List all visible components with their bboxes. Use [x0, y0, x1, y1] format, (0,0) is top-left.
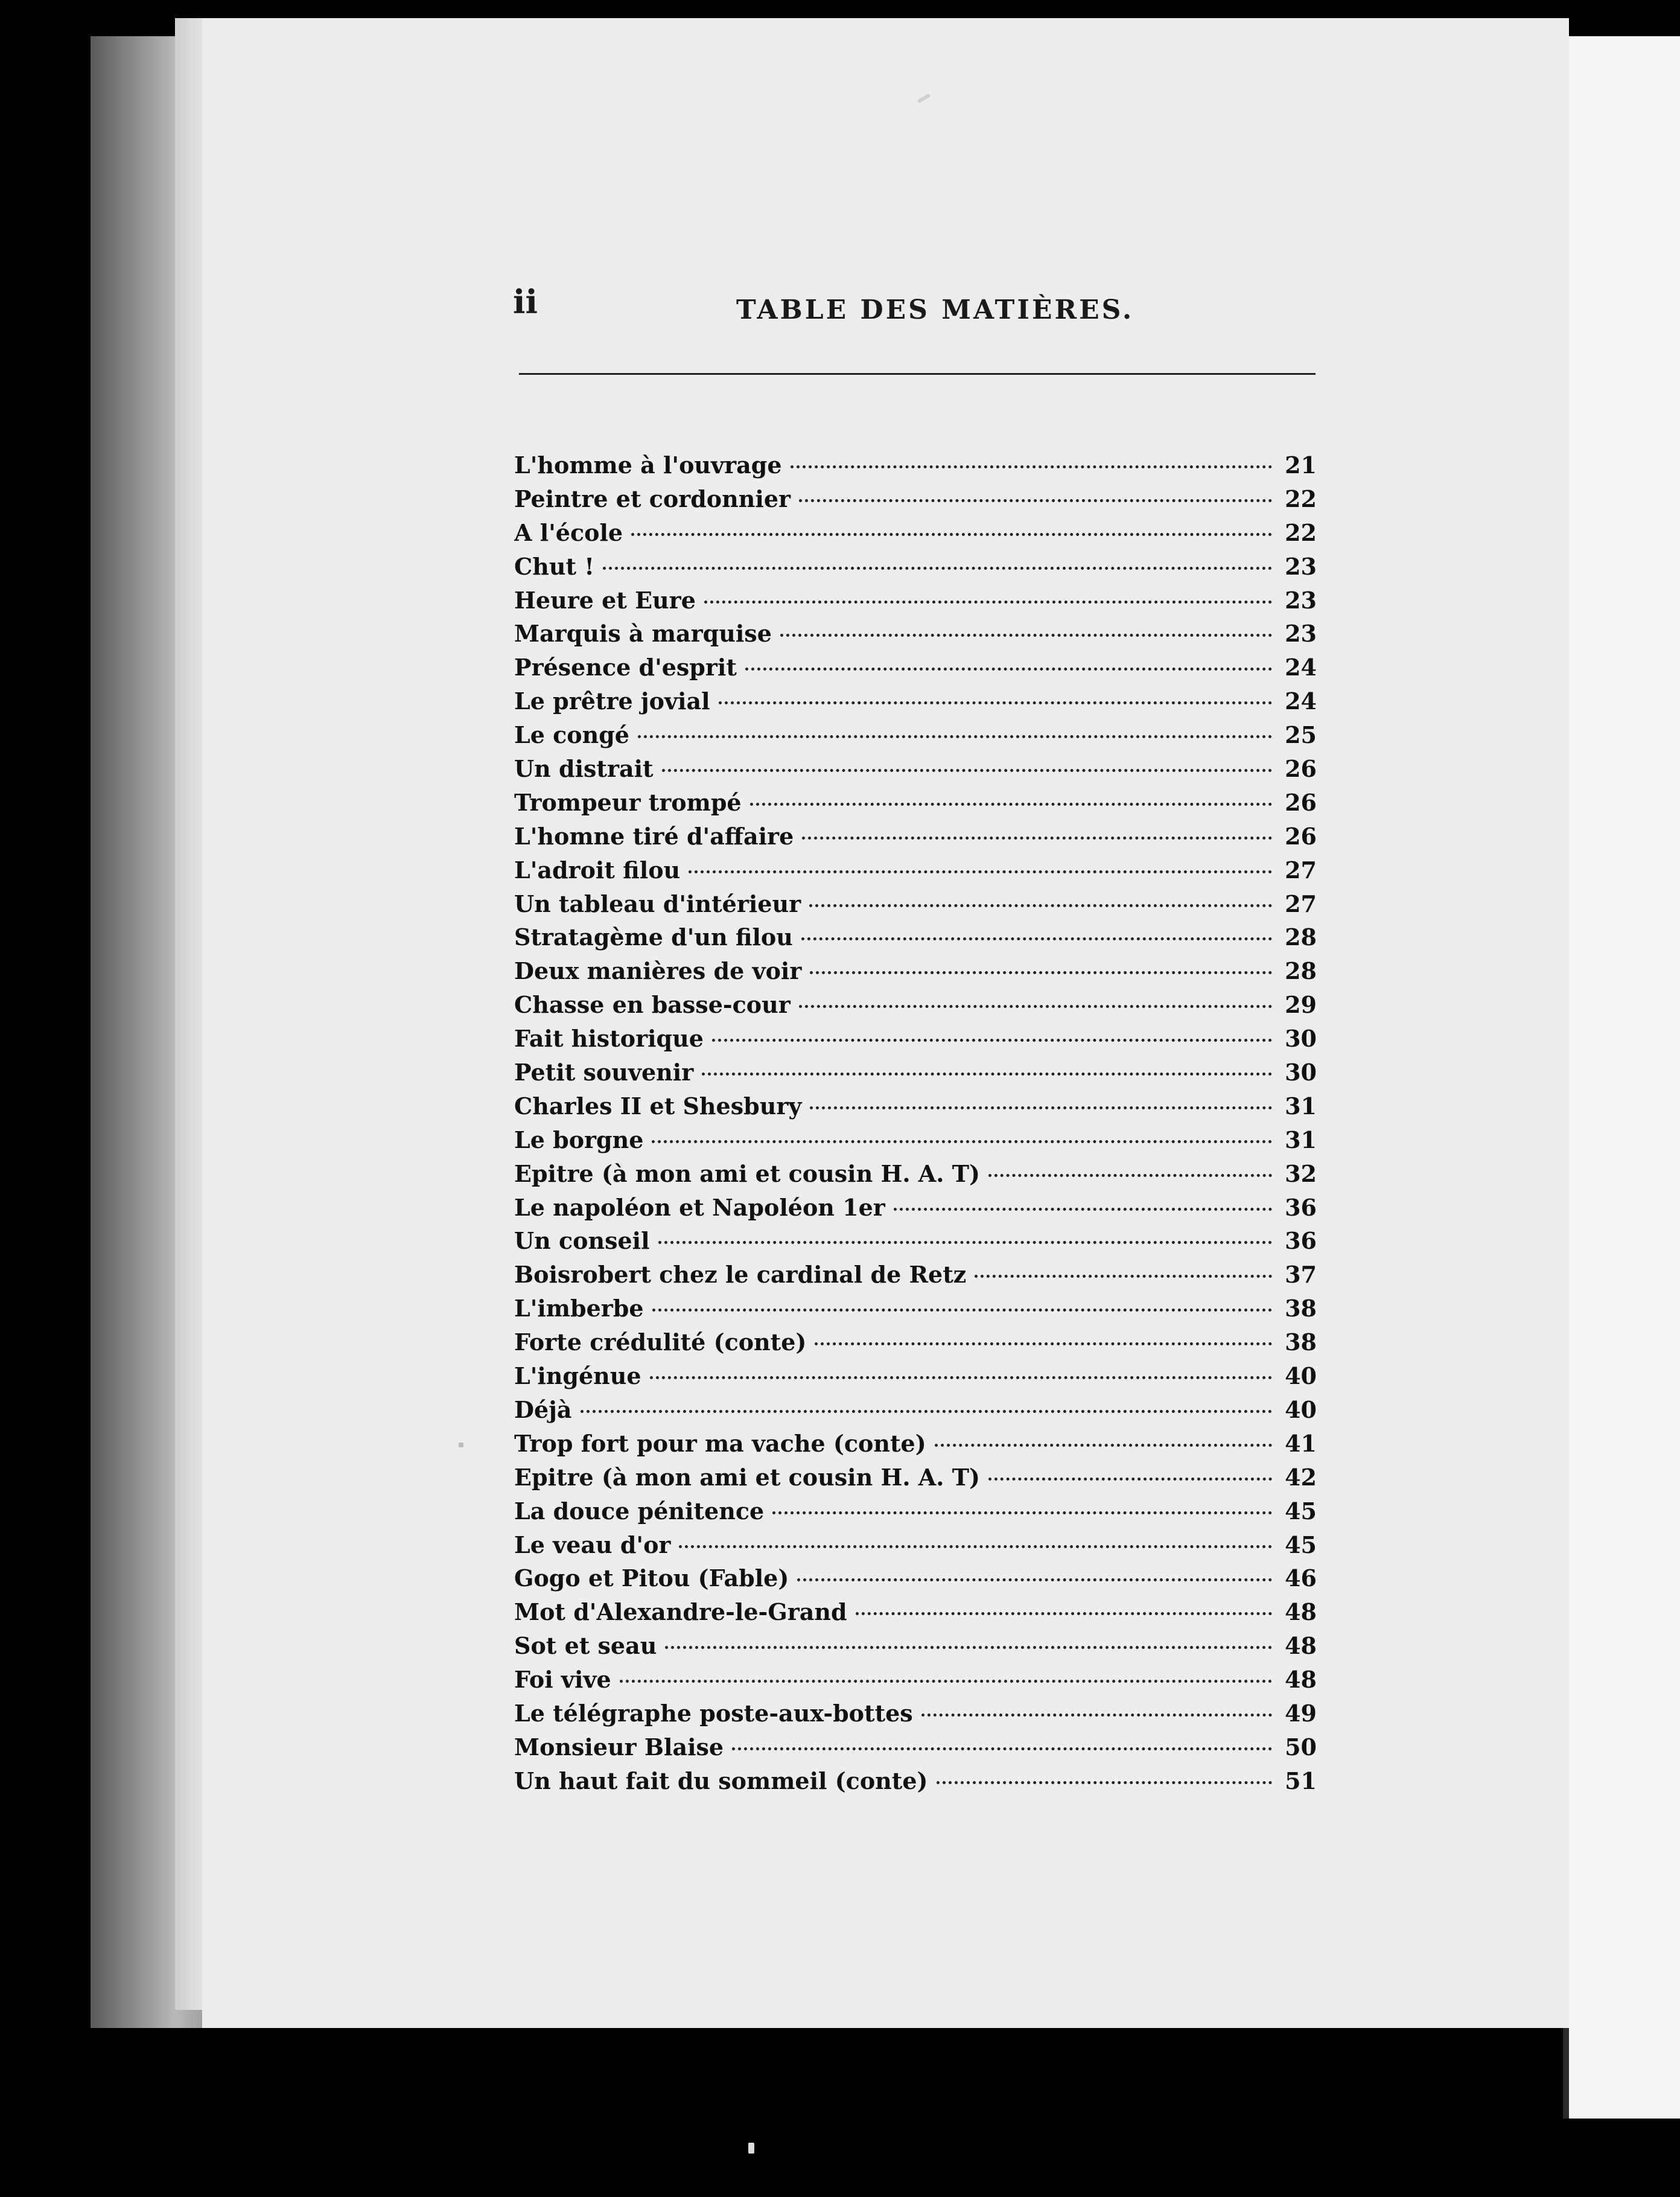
toc-entry [514, 1295, 1317, 1328]
toc-entry [514, 1464, 1317, 1497]
toc-entry-title: Epitre (à mon ami et cousin H. A. T) [514, 1463, 981, 1491]
dot-leader [652, 1140, 1272, 1143]
dot-leader [689, 870, 1272, 873]
facing-page [1569, 36, 1680, 2119]
toc-entry-title: Le borgne [514, 1126, 644, 1153]
toc-entry-title: Sot et seau [514, 1632, 657, 1660]
toc-entry [514, 1227, 1317, 1261]
toc-entry [514, 519, 1317, 553]
toc-entry-page: 51 [1285, 1767, 1317, 1794]
toc-entry-title: La douce pénitence [514, 1497, 765, 1525]
toc-entry [514, 620, 1317, 654]
toc-entry [514, 1025, 1317, 1059]
dot-leader [975, 1275, 1272, 1278]
dot-leader [935, 1444, 1272, 1447]
toc-entry-page: 27 [1285, 856, 1317, 884]
dot-leader [791, 465, 1272, 468]
toc-entry-page: 32 [1285, 1159, 1317, 1187]
toc-entry-title: Foi vive [514, 1666, 611, 1694]
toc-entry [514, 1059, 1317, 1092]
dot-leader [631, 533, 1272, 536]
dot-leader [809, 904, 1272, 907]
toc-entry-title: Un distrait [514, 755, 654, 783]
dot-leader [856, 1612, 1272, 1615]
toc-entry-title: Le télégraphe poste-aux-bottes [514, 1699, 913, 1727]
toc-entry-title: L'imberbe [514, 1295, 644, 1322]
toc-entry-page: 31 [1285, 1092, 1317, 1120]
toc-entry-page: 29 [1285, 991, 1317, 1019]
toc-entry [514, 1194, 1317, 1228]
dot-leader [988, 1174, 1272, 1177]
dot-leader [810, 971, 1272, 974]
toc-entry-title: Un tableau d'intérieur [514, 890, 801, 917]
toc-entry-title: Mot d'Alexandre-le-Grand [514, 1598, 847, 1626]
toc-entry-page: 25 [1285, 721, 1317, 749]
toc-entry [514, 687, 1317, 721]
toc-entry-title: Monsieur Blaise [514, 1733, 724, 1761]
toc-entry-page: 31 [1285, 1126, 1317, 1153]
toc-entry-title: Epitre (à mon ami et cousin H. A. T) [514, 1159, 981, 1187]
toc-entry [514, 1666, 1317, 1700]
toc-entry-page: 40 [1285, 1395, 1317, 1423]
toc-entry-page: 41 [1285, 1429, 1317, 1457]
dot-leader [665, 1646, 1272, 1649]
toc-entry-title: Forte crédulité (conte) [514, 1328, 807, 1356]
toc-entry [514, 654, 1317, 687]
dot-leader [652, 1309, 1272, 1312]
toc-entry-page: 23 [1285, 586, 1317, 614]
toc-entry-title: Peintre et cordonnier [514, 485, 791, 512]
toc-entry [514, 1092, 1317, 1126]
dot-leader [937, 1781, 1272, 1784]
table-of-contents [514, 451, 1317, 1801]
toc-entry-page: 40 [1285, 1362, 1317, 1390]
toc-entry [514, 1126, 1317, 1160]
header-rule [519, 373, 1316, 375]
dot-leader [745, 668, 1272, 671]
dot-leader [750, 803, 1272, 806]
dot-leader [719, 701, 1272, 704]
toc-entry-page: 24 [1285, 654, 1317, 681]
toc-entry-page: 48 [1285, 1632, 1317, 1660]
toc-entry-title: Charles II et Shesbury [514, 1092, 802, 1120]
toc-entry-page: 23 [1285, 620, 1317, 648]
toc-entry-page: 38 [1285, 1295, 1317, 1322]
toc-entry-title: Boisrobert chez le cardinal de Retz [514, 1261, 967, 1289]
toc-entry-title: Trompeur trompé [514, 788, 742, 816]
toc-entry [514, 451, 1317, 485]
toc-entry [514, 1261, 1317, 1295]
toc-entry-page: 36 [1285, 1227, 1317, 1255]
toc-entry [514, 1733, 1317, 1767]
dot-leader [797, 1578, 1272, 1581]
dot-leader [799, 1005, 1272, 1008]
toc-entry-title: L'homme à l'ouvrage [514, 451, 782, 479]
toc-entry-page: 26 [1285, 755, 1317, 783]
scan-speck [459, 1443, 463, 1447]
dot-leader [581, 1410, 1272, 1413]
toc-entry-title: Stratagème d'un filou [514, 923, 793, 951]
toc-entry-title: Chut ! [514, 552, 594, 580]
toc-entry [514, 1767, 1317, 1801]
toc-entry [514, 553, 1317, 587]
dot-leader [772, 1511, 1272, 1514]
toc-entry-page: 26 [1285, 822, 1317, 850]
dot-leader [815, 1342, 1272, 1345]
toc-entry-page: 38 [1285, 1328, 1317, 1356]
toc-entry [514, 1632, 1317, 1666]
toc-entry-title: A l'école [514, 518, 623, 546]
toc-entry-page: 28 [1285, 957, 1317, 985]
toc-entry-title: L'ingénue [514, 1362, 641, 1390]
toc-entry [514, 1396, 1317, 1430]
scan-speck [748, 2143, 754, 2154]
toc-entry [514, 721, 1317, 755]
dot-leader [603, 567, 1272, 570]
dot-leader [780, 634, 1272, 637]
toc-entry-page: 30 [1285, 1025, 1317, 1053]
toc-entry-page: 42 [1285, 1463, 1317, 1491]
dot-leader [732, 1747, 1272, 1750]
toc-entry-title: Le prêtre jovial [514, 687, 710, 715]
dot-leader [620, 1680, 1272, 1683]
toc-entry [514, 991, 1317, 1025]
dot-leader [894, 1208, 1272, 1211]
dot-leader [679, 1545, 1272, 1548]
toc-entry [514, 890, 1317, 924]
dot-leader [810, 1106, 1272, 1109]
toc-entry-title: Petit souvenir [514, 1059, 694, 1086]
toc-entry-title: Le napoléon et Napoléon 1er [514, 1193, 885, 1221]
toc-entry [514, 755, 1317, 789]
toc-entry-page: 23 [1285, 552, 1317, 580]
toc-entry [514, 587, 1317, 620]
toc-entry-page: 48 [1285, 1666, 1317, 1694]
toc-entry-page: 37 [1285, 1261, 1317, 1289]
toc-entry [514, 923, 1317, 957]
toc-entry [514, 856, 1317, 890]
toc-entry-page: 22 [1285, 485, 1317, 512]
toc-entry [514, 1531, 1317, 1565]
dot-leader [658, 1241, 1272, 1244]
toc-entry-page: 22 [1285, 518, 1317, 546]
toc-entry-page: 24 [1285, 687, 1317, 715]
toc-entry [514, 1598, 1317, 1632]
toc-entry-title: Deux manières de voir [514, 957, 802, 985]
toc-entry-page: 45 [1285, 1531, 1317, 1558]
dot-leader [799, 499, 1272, 502]
toc-entry [514, 823, 1317, 856]
toc-entry-title: Déjà [514, 1395, 572, 1423]
dot-leader [988, 1478, 1272, 1481]
toc-entry-title: Heure et Eure [514, 586, 696, 614]
toc-entry-page: 49 [1285, 1699, 1317, 1727]
toc-entry-title: L'homne tiré d'affaire [514, 822, 794, 850]
toc-entry [514, 1497, 1317, 1531]
toc-entry-page: 28 [1285, 923, 1317, 951]
dot-leader [802, 837, 1272, 840]
toc-entry [514, 1362, 1317, 1396]
toc-entry [514, 1328, 1317, 1362]
toc-entry [514, 1160, 1317, 1194]
toc-entry-page: 50 [1285, 1733, 1317, 1761]
dot-leader [638, 735, 1272, 738]
running-title: TABLE DES MATIÈRES. [736, 295, 1134, 325]
dot-leader [662, 769, 1272, 772]
toc-entry-title: Chasse en basse-cour [514, 991, 791, 1019]
toc-entry-title: Le congé [514, 721, 629, 749]
dot-leader [704, 601, 1272, 604]
dot-leader [702, 1073, 1272, 1076]
page-number: ii [513, 282, 538, 321]
toc-entry-page: 30 [1285, 1059, 1317, 1086]
toc-entry-page: 48 [1285, 1598, 1317, 1626]
toc-entry-page: 27 [1285, 890, 1317, 917]
toc-entry-title: L'adroit filou [514, 856, 681, 884]
toc-entry [514, 1700, 1317, 1733]
toc-entry-title: Gogo et Pitou (Fable) [514, 1564, 789, 1592]
toc-entry-page: 26 [1285, 788, 1317, 816]
dot-leader [921, 1714, 1272, 1717]
toc-entry [514, 1430, 1317, 1464]
toc-entry-title: Présence d'esprit [514, 654, 737, 681]
toc-entry-title: Le veau d'or [514, 1531, 671, 1558]
toc-entry [514, 789, 1317, 823]
toc-entry-title: Trop fort pour ma vache (conte) [514, 1429, 926, 1457]
toc-entry-page: 21 [1285, 451, 1317, 479]
dot-leader [650, 1376, 1272, 1379]
toc-entry-title: Fait historique [514, 1025, 704, 1053]
toc-entry [514, 1564, 1317, 1598]
toc-entry-title: Marquis à marquise [514, 620, 772, 648]
toc-entry-title: Un haut fait du sommeil (conte) [514, 1767, 928, 1794]
dot-leader [712, 1039, 1272, 1042]
toc-entry-page: 46 [1285, 1564, 1317, 1592]
toc-entry-page: 36 [1285, 1193, 1317, 1221]
toc-entry-page: 45 [1285, 1497, 1317, 1525]
dot-leader [801, 937, 1272, 940]
toc-entry [514, 957, 1317, 991]
toc-entry [514, 485, 1317, 519]
toc-entry-title: Un conseil [514, 1227, 650, 1255]
